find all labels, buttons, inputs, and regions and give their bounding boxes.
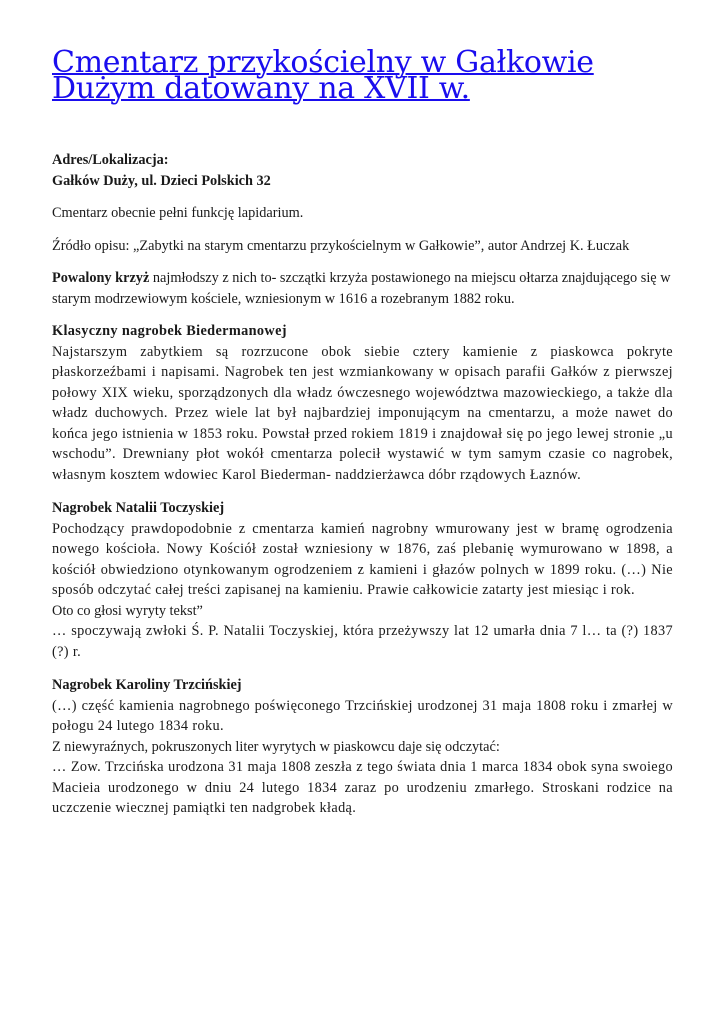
address-label: Adres/Lokalizacja: <box>52 152 169 168</box>
section-paragraph: Najstarszym zabytkiem są rozrzucone obok siebie cztery kamienie z piaskowca pokryte płaskorzeźbami i napisami. Nagrobek ten jest wzmiankowany w opisach parafii Gałków z pierwszej połowy XIX wieku, sporządzonych dla władz ówczesnego województwa mazowieckiego, a także dla władz duchowych. Przez wiele lat był najbardziej imponującym na cmentarzu, a może nawet do końca jego istnienia w 1853 roku. Powstał przed rokiem 1819 i znajdował się po jego lewej stronie „u wschodu”. Drewniany płot wokół cmentarza polecił wystawić w tym samym czasie co nagrobek, własnym kosztem wdowiec Karol Biederman- naddzierżawca dóbr rządowych Łaznów. <box>52 343 673 483</box>
section-toczyska <box>52 498 673 662</box>
address-block <box>52 150 673 191</box>
address-value: Gałków Duży, ul. Dzieci Polskich 32 <box>52 172 271 189</box>
article-body <box>52 150 673 819</box>
section-paragraph: Oto co głosi wyryty tekst” <box>52 602 203 619</box>
section-heading: Nagrobek Karoliny Trzcińskiej <box>52 677 242 693</box>
section-biedermanowa <box>52 321 673 485</box>
section-heading: Klasyczny nagrobek Biedermanowej <box>52 323 287 339</box>
section-paragraph: … spoczywają zwłoki Ś. P. Natalii Toczyskiej, która przeżywszy lat 12 umarła dnia 7 l… ta (?) 1837 (?) r. <box>52 623 673 660</box>
cross-paragraph <box>52 268 673 309</box>
section-paragraph: Pochodzący prawdopodobnie z cmentarza kamień nagrobny wmurowany jest w bramę ogrodzenia nowego kościoła. Nowy Kościół został wzniesiony w 1876, zaś plebanię wymurowano w 1898, a kościół obwiedziono otynkowanym ogrodzeniem z kamieni i głazów polnych w 1899 roku. (…) Nie sposób odczytać całej treści zapisanej na kamieniu. Prawie całkowicie zatarty jest miesiąc i rok. <box>52 520 673 598</box>
section-paragraph: Z niewyraźnych, pokruszonych liter wyrytych w piaskowcu daje się odczytać: <box>52 738 500 755</box>
cross-text: najmłodszy z nich to- szczątki krzyża postawionego na miejscu ołtarza znajdującego się w starym modrzewiowym kościele, wzniesionym w 1616 a rozebranym 1882 roku. <box>52 270 671 307</box>
cross-label: Powalony krzyż <box>52 270 150 286</box>
section-trzcinska <box>52 675 673 819</box>
page-title <box>52 45 673 106</box>
section-paragraph: (…) część kamienia nagrobnego poświęconego Trzcińskiej urodzonej 31 maja 1808 roku i zmarłej w połogu 24 lutego 1834 roku. <box>52 697 673 734</box>
section-paragraph: … Zow. Trzcińska urodzona 31 maja 1808 zeszła z tego świata dnia 1 marca 1834 obok syna swoiego Macieia urodzonego w dniu 24 lutego 1834 zaraz po urodzeniu zmarłego. Stroskani rodzice na uczczenie wiecznej pamiątki ten nadgrobek kładą. <box>52 759 673 816</box>
source-paragraph: Źródło opisu: „Zabytki na starym cmentarzu przykościelnym w Gałkowie”, autor Andrzej K. Łuczak <box>52 237 630 254</box>
document-page <box>52 45 673 832</box>
title-link[interactable]: Cmentarz przykościelny w Gałkowie Dużym datowany na XVII w. <box>52 45 594 106</box>
intro-paragraph: Cmentarz obecnie pełni funkcję lapidarium. <box>52 205 304 221</box>
section-heading: Nagrobek Natalii Toczyskiej <box>52 500 225 516</box>
